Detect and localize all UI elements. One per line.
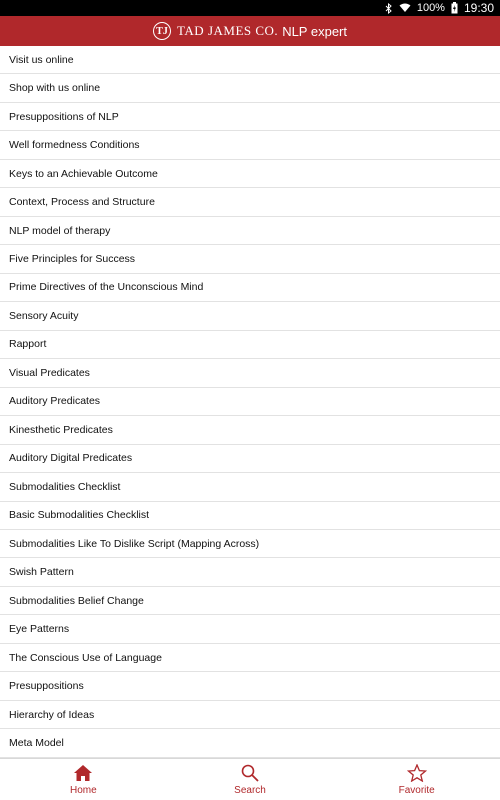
tab-search-label: Search bbox=[234, 784, 266, 796]
tab-favorite[interactable] bbox=[333, 759, 500, 800]
list-item[interactable] bbox=[0, 160, 500, 188]
list-item-label: The Conscious Use of Language bbox=[9, 651, 162, 664]
list-item-label: Visual Predicates bbox=[9, 366, 90, 379]
search-icon bbox=[241, 764, 259, 782]
list-item[interactable] bbox=[0, 445, 500, 473]
list-item[interactable] bbox=[0, 530, 500, 558]
list-item-label: Well formedness Conditions bbox=[9, 139, 140, 152]
status-bar bbox=[0, 0, 500, 16]
list-item-label: Eye Patterns bbox=[9, 623, 70, 636]
list-item-label: NLP model of therapy bbox=[9, 224, 111, 237]
topic-list bbox=[0, 46, 500, 758]
list-item-label: Kinesthetic Predicates bbox=[9, 423, 113, 436]
list-item-label: Auditory Digital Predicates bbox=[9, 452, 133, 465]
list-item[interactable] bbox=[0, 245, 500, 273]
list-item-label: Basic Submodalities Checklist bbox=[9, 509, 150, 522]
list-item[interactable] bbox=[0, 615, 500, 643]
battery-percent: 100% bbox=[416, 2, 445, 14]
bluetooth-icon bbox=[385, 3, 393, 14]
home-icon bbox=[73, 764, 93, 782]
brand-name: TAD JAMES CO. bbox=[177, 23, 279, 38]
list-item[interactable] bbox=[0, 672, 500, 700]
list-item[interactable] bbox=[0, 74, 500, 102]
tab-home[interactable] bbox=[0, 759, 167, 800]
list-item-label: Keys to an Achievable Outcome bbox=[9, 167, 158, 180]
list-item[interactable] bbox=[0, 473, 500, 501]
list-item[interactable] bbox=[0, 131, 500, 159]
list-item-label: Context, Process and Structure bbox=[9, 196, 155, 209]
list-item-label: Presuppositions of NLP bbox=[9, 110, 119, 123]
list-item-label: Hierarchy of Ideas bbox=[9, 708, 95, 721]
list-item-label: Auditory Predicates bbox=[9, 395, 101, 408]
list-item[interactable] bbox=[0, 274, 500, 302]
battery-icon bbox=[451, 2, 458, 14]
list-item[interactable] bbox=[0, 188, 500, 216]
list-item[interactable] bbox=[0, 502, 500, 530]
list-item[interactable] bbox=[0, 388, 500, 416]
list-item-label: Submodalities Like To Dislike Script (Mapping Across) bbox=[9, 537, 260, 550]
logo-icon: TJ bbox=[153, 22, 171, 40]
list-item-label: Presuppositions bbox=[9, 680, 84, 693]
app-bar bbox=[0, 16, 500, 46]
list-item[interactable] bbox=[0, 558, 500, 586]
list-item[interactable] bbox=[0, 103, 500, 131]
list-item-label: Sensory Acuity bbox=[9, 309, 79, 322]
list-item-label: Five Principles for Success bbox=[9, 253, 136, 266]
tab-home-label: Home bbox=[69, 784, 97, 796]
list-item[interactable] bbox=[0, 644, 500, 672]
tab-favorite-label: Favorite bbox=[398, 784, 435, 796]
list-item[interactable] bbox=[0, 359, 500, 387]
list-item[interactable] bbox=[0, 46, 500, 74]
list-item-label: Prime Directives of the Unconscious Mind bbox=[9, 281, 204, 294]
list-item-label: Submodalities Checklist bbox=[9, 480, 121, 493]
list-item[interactable] bbox=[0, 302, 500, 330]
page-title: NLP expert bbox=[282, 23, 347, 39]
list-item-label: Meta Model bbox=[9, 736, 64, 749]
list-item[interactable] bbox=[0, 587, 500, 615]
list-item[interactable] bbox=[0, 729, 500, 757]
list-item[interactable] bbox=[0, 416, 500, 444]
tab-search[interactable] bbox=[167, 759, 334, 800]
list-item-label: Rapport bbox=[9, 338, 47, 351]
list-item-label: Swish Pattern bbox=[9, 566, 74, 579]
list-item[interactable] bbox=[0, 217, 500, 245]
list-item[interactable] bbox=[0, 701, 500, 729]
status-time: 19:30 bbox=[463, 1, 494, 15]
list-item-label: Shop with us online bbox=[9, 82, 101, 95]
list-item-label: Visit us online bbox=[9, 53, 74, 66]
star-icon bbox=[407, 764, 427, 782]
wifi-icon bbox=[399, 3, 411, 13]
list-item[interactable] bbox=[0, 331, 500, 359]
list-item-label: Submodalities Belief Change bbox=[9, 594, 144, 607]
bottom-tab-bar bbox=[0, 758, 500, 800]
